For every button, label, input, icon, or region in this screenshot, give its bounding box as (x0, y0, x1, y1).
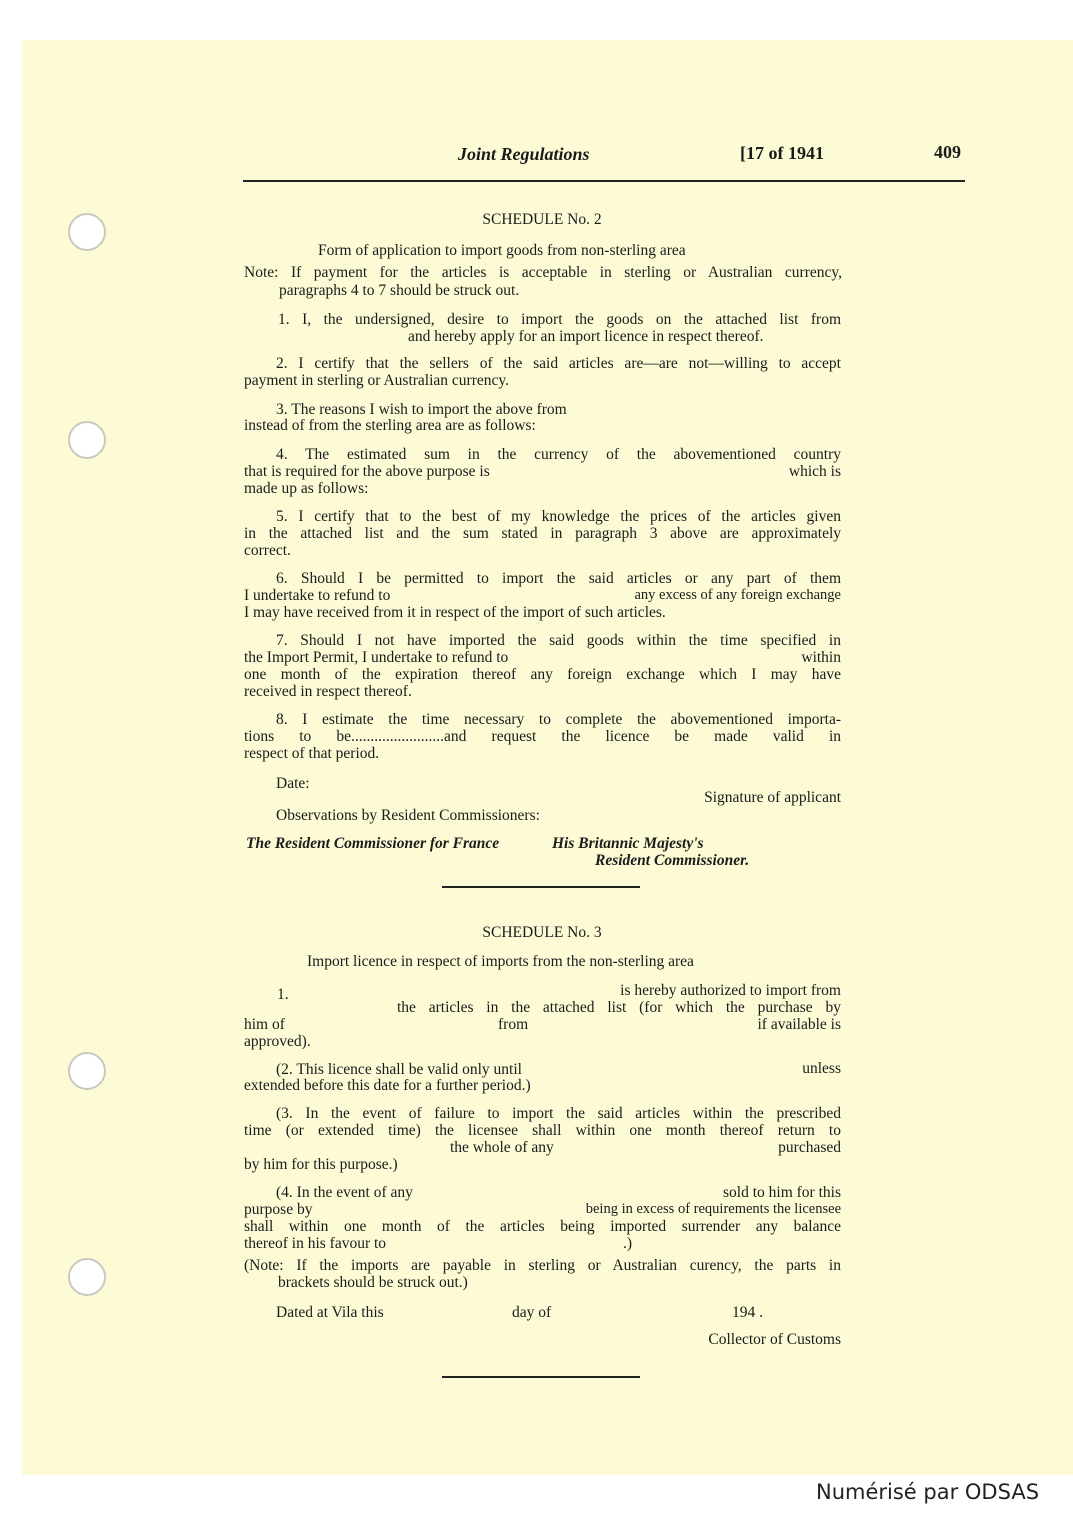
schedule-2-note: Note: If payment for the articles is acceptable in sterling or Australian currency, (244, 264, 842, 281)
regulation-reference: [17 of 1941 (740, 143, 824, 163)
paragraph-4-cont: made up as follows: (244, 480, 369, 497)
licence-paragraph-1-cont: is hereby authorized to import from (620, 982, 841, 999)
paragraph-7-cont: received in respect thereof. (244, 683, 412, 700)
paragraph-3-cont: instead of from the sterling area are as follows: (244, 417, 536, 434)
running-title: Joint Regulations (458, 144, 590, 164)
paragraph-4-cont: that is required for the above purpose is (244, 463, 490, 480)
licence-paragraph-3-cont: by him for this purpose.) (244, 1156, 398, 1173)
paragraph-8-cont: respect of that period. (244, 745, 380, 762)
paragraph-6-cont: I undertake to refund to (244, 587, 391, 604)
paragraph-6-cont: any excess of any foreign exchange (634, 587, 841, 603)
scan-credit: Numérisé par ODSAS (816, 1480, 1040, 1504)
paragraph-8: 8. I estimate the time necessary to complete the abovementioned importa- (276, 711, 841, 728)
paragraph-4: 4. The estimated sum in the currency of the abovementioned country (276, 446, 841, 463)
paragraph-2: 2. I certify that the sellers of the said articles are—are not—willing to accept (276, 355, 841, 372)
licence-paragraph-3-cont: the whole of any (450, 1139, 554, 1156)
signature-label: Signature of applicant (704, 789, 841, 806)
commissioner-britain-cont: Resident Commissioner. (595, 852, 750, 869)
paragraph-4-cont: which is (788, 463, 841, 480)
licence-paragraph-1-cont: the articles in the attached list (for which the purchase by (397, 999, 841, 1016)
paragraph-7-cont: the Import Permit, I undertake to refund to (244, 649, 509, 666)
paragraph-1-cont: and hereby apply for an import licence in respect thereof. (408, 328, 764, 345)
licence-paragraph-4-cont: purpose by (244, 1201, 313, 1218)
binder-hole (68, 213, 106, 251)
paragraph-2-cont: payment in sterling or Australian currency. (244, 372, 509, 389)
day-of-label: day of (512, 1304, 552, 1321)
licence-paragraph-1-cont: from (498, 1016, 529, 1033)
page-number: 409 (934, 142, 961, 162)
licence-paragraph-4-cont: shall within one month of the articles being imported surrender any balance (244, 1218, 841, 1235)
schedule-2-heading: SCHEDULE No. 2 (482, 211, 602, 228)
paragraph-8-cont: tions to be........................and request the licence be made valid in (244, 728, 841, 745)
collector-label: Collector of Customs (708, 1331, 841, 1348)
schedule-3-subtitle: Import licence in respect of imports from the non-sterling area (307, 953, 694, 970)
binder-hole (68, 1052, 106, 1090)
paragraph-5-cont: correct. (244, 542, 291, 559)
licence-paragraph-1: 1. (277, 986, 289, 1003)
paragraph-7-cont: one month of the expiration thereof any foreign exchange which I may have (244, 666, 841, 683)
dated-at-label: Dated at Vila this (276, 1304, 384, 1321)
section-divider (442, 1376, 640, 1378)
paragraph-6: 6. Should I be permitted to import the said articles or any part of them (276, 570, 841, 587)
commissioner-britain: His Britannic Majesty's (552, 835, 704, 852)
schedule-3-note: (Note: If the imports are payable in sterling or Australian curency, the parts in (244, 1257, 841, 1274)
licence-paragraph-4-cont: sold to him for this (723, 1184, 841, 1201)
paragraph-5-cont: in the attached list and the sum stated in paragraph 3 above are approximately (244, 525, 841, 542)
licence-paragraph-3-cont: time (or extended time) the licensee shall within one month thereof return to (244, 1122, 841, 1139)
binder-hole (68, 1258, 106, 1296)
binder-hole (68, 421, 106, 459)
paragraph-5: 5. I certify that to the best of my knowledge the prices of the articles given (276, 508, 841, 525)
header-rule (243, 180, 965, 182)
licence-paragraph-3: (3. In the event of failure to import the said articles within the prescribed (276, 1105, 841, 1122)
schedule-3-note-cont: brackets should be struck out.) (278, 1274, 468, 1291)
paragraph-1: 1. I, the undersigned, desire to import the goods on the attached list from (278, 311, 841, 328)
licence-paragraph-4-cont: .) (623, 1235, 633, 1252)
paragraph-3: 3. The reasons I wish to import the above from (276, 401, 567, 418)
schedule-2-note-cont: paragraphs 4 to 7 should be struck out. (279, 282, 520, 299)
observations-label: Observations by Resident Commissioners: (276, 807, 540, 824)
licence-paragraph-2-cont: extended before this date for a further period.) (244, 1077, 531, 1094)
paragraph-6-cont: I may have received from it in respect of the import of such articles. (244, 604, 666, 621)
schedule-2-subtitle: Form of application to import goods from non-sterling area (318, 242, 686, 259)
year-label: 194 . (732, 1304, 763, 1321)
licence-paragraph-2-cont: unless (802, 1060, 841, 1077)
licence-paragraph-1-cont: approved). (244, 1033, 311, 1050)
schedule-3-heading: SCHEDULE No. 3 (482, 924, 602, 941)
licence-paragraph-3-cont: purchased (778, 1139, 841, 1156)
licence-paragraph-4-cont: being in excess of requirements the licensee (585, 1201, 841, 1217)
licence-paragraph-1-cont: if available is (757, 1016, 841, 1033)
licence-paragraph-4: (4. In the event of any (276, 1184, 413, 1201)
licence-paragraph-2: (2. This licence shall be valid only until (276, 1061, 522, 1078)
paragraph-7: 7. Should I not have imported the said goods within the time specified in (276, 632, 841, 649)
section-divider (442, 886, 640, 888)
commissioner-france: The Resident Commissioner for France (246, 835, 500, 852)
paragraph-7-cont: within (801, 649, 841, 666)
licence-paragraph-1-cont: him of (244, 1016, 285, 1033)
licence-paragraph-4-cont: thereof in his favour to (244, 1235, 387, 1252)
date-label: Date: (276, 775, 310, 792)
